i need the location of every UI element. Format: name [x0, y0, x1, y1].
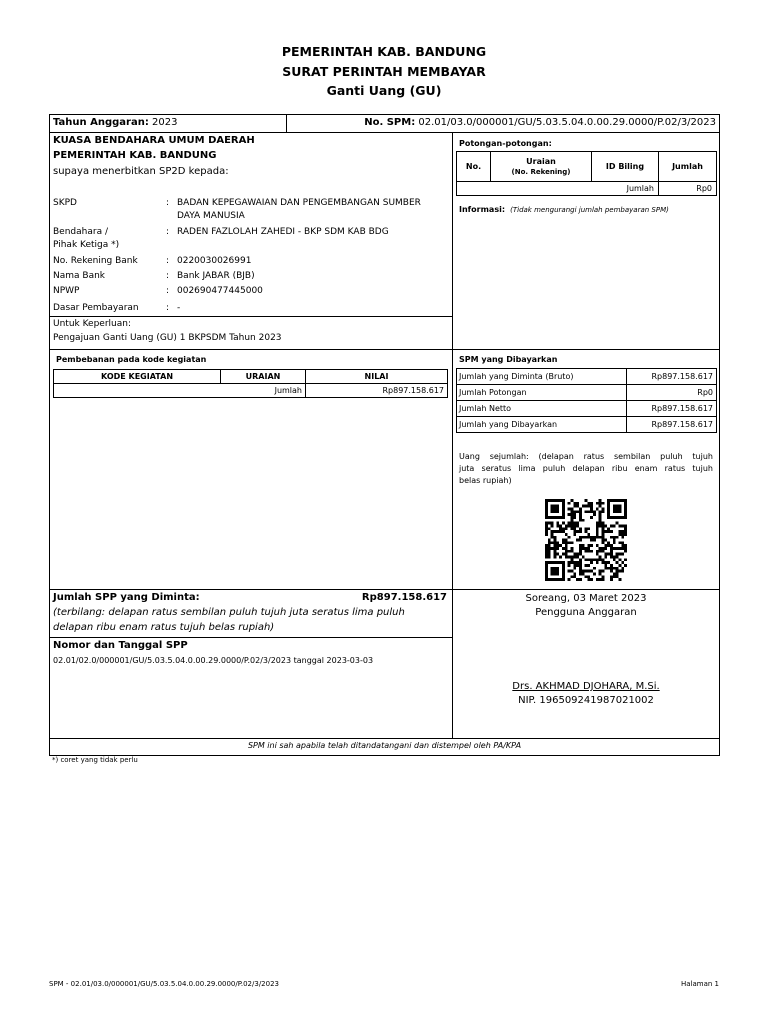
nomor-spp-value: 02.01/02.0/000001/GU/5.03.5.04.0.00.29.0000/P.02/3/2023 tanggal 2023-03-03: [53, 656, 374, 665]
col-uraian: URAIAN: [221, 370, 306, 384]
tahun-label: Tahun Anggaran:: [53, 117, 149, 128]
dibayarkan-value: Rp897.158.617: [627, 401, 717, 417]
field-label-bendahara-2: Pihak Ketiga *): [53, 240, 120, 250]
field-value-rekening: 0220030026991: [177, 256, 252, 266]
field-label-bendahara: Bendahara /: [53, 227, 108, 237]
signature-nip: NIP. 196509241987021002: [518, 695, 654, 706]
field-sep: :: [166, 227, 170, 237]
header-line-3: Ganti Uang (GU): [326, 83, 442, 98]
col-uraian-sub: (No. Rekening): [511, 167, 571, 176]
col-nilai: NILAI: [306, 370, 448, 384]
tahun-value: 2023: [152, 117, 178, 128]
field-value-bank: Bank JABAR (BJB): [177, 271, 255, 281]
dibayarkan-label: Jumlah Netto: [457, 401, 627, 417]
footnote: *) coret yang tidak perlu: [52, 756, 138, 764]
field-value-skpd: BADAN KEPEGAWAIAN DAN PENGEMBANGAN SUMBER: [177, 198, 421, 208]
col-jumlah: Jumlah: [659, 152, 717, 182]
potongan-total-value: Rp0: [659, 182, 717, 196]
qr-code: [543, 499, 629, 581]
uang-sejumlah-line-2: juta seratus lima puluh delapan ribu enam ratus tujuh: [459, 464, 713, 473]
uang-sejumlah-line-1: Uang sejumlah: (delapan ratus sembilan puluh tujuh: [459, 452, 713, 461]
tahun-anggaran: [53, 117, 177, 128]
divider: [49, 316, 452, 317]
kuasa-line-1: KUASA BENDAHARA UMUM DAERAH: [53, 135, 255, 146]
keperluan-label: Untuk Keperluan:: [53, 319, 131, 329]
field-label-skpd: SKPD: [53, 198, 77, 208]
potongan-total-row: [457, 182, 717, 196]
field-value-dasar: -: [177, 303, 181, 313]
footer-page-number: Halaman 1: [680, 980, 719, 988]
validity-note: SPM ini sah apabila telah ditandatangani dan distempel oleh PA/KPA: [247, 741, 522, 750]
pembebanan-title: Pembebanan pada kode kegiatan: [56, 355, 207, 364]
potongan-header-row: [457, 152, 717, 182]
divider: [49, 132, 720, 133]
table-row: [457, 417, 717, 433]
nomor-spp-label: Nomor dan Tanggal SPP: [53, 640, 188, 651]
info-note: (Tidak mengurangi jumlah pembayaran SPM): [510, 206, 669, 214]
pembebanan-header-row: [54, 370, 448, 384]
spp-label: Jumlah SPP yang Diminta:: [53, 592, 200, 603]
potongan-table: [456, 151, 717, 196]
pembebanan-total-value: Rp897.158.617: [306, 384, 448, 398]
pembebanan-table: [53, 369, 448, 398]
keperluan-value: Pengajuan Ganti Uang (GU) 1 BKPSDM Tahun 2023: [53, 333, 282, 343]
signature-role: Pengguna Anggaran: [535, 607, 637, 618]
divider: [49, 589, 720, 590]
header-line-1: PEMERINTAH KAB. BANDUNG: [281, 44, 487, 59]
field-value-npwp: 002690477445000: [177, 286, 263, 296]
col-kode: KODE KEGIATAN: [54, 370, 221, 384]
info-label: Informasi:: [459, 205, 506, 214]
pembebanan-total-label: Jumlah: [54, 384, 306, 398]
dibayarkan-table: [456, 368, 717, 433]
spp-value: Rp897.158.617: [361, 592, 447, 603]
dibayarkan-value: Rp897.158.617: [627, 417, 717, 433]
field-label-dasar: Dasar Pembayaran: [53, 303, 139, 313]
col-idbiling: ID Biling: [592, 152, 659, 182]
supaya-text: supaya menerbitkan SP2D kepada:: [53, 166, 229, 177]
col-no: No.: [457, 152, 491, 182]
col-uraian: [491, 152, 592, 182]
potongan-total-label: Jumlah: [457, 182, 659, 196]
header-line-2: SURAT PERINTAH MEMBAYAR: [282, 64, 486, 79]
col-uraian-label: Uraian: [526, 156, 556, 166]
field-value-bendahara: RADEN FAZLOLAH ZAHEDI - BKP SDM KAB BDG: [177, 227, 389, 237]
no-spm: [364, 117, 716, 128]
spm-value: 02.01/03.0/000001/GU/5.03.5.04.0.00.29.0000/P.02/3/2023: [418, 117, 716, 128]
dibayarkan-label: Jumlah yang Diminta (Bruto): [457, 369, 627, 385]
field-sep: :: [166, 256, 170, 266]
spp-terbilang-line-1: (terbilang: delapan ratus sembilan puluh tujuh juta seratus lima puluh: [53, 607, 405, 618]
dibayarkan-title: SPM yang Dibayarkan: [459, 355, 558, 364]
divider: [49, 738, 720, 739]
kuasa-line-2: PEMERINTAH KAB. BANDUNG: [53, 150, 217, 161]
field-value-skpd-2: DAYA MANUSIA: [177, 211, 245, 221]
table-row: [457, 401, 717, 417]
potongan-title: Potongan-potongan:: [459, 139, 552, 148]
divider: [49, 637, 452, 638]
field-label-bank: Nama Bank: [53, 271, 105, 281]
pembebanan-total-row: [54, 384, 448, 398]
divider: [49, 349, 720, 350]
dibayarkan-value: Rp0: [627, 385, 717, 401]
table-row: [457, 385, 717, 401]
dibayarkan-value: Rp897.158.617: [627, 369, 717, 385]
divider: [286, 114, 287, 132]
spp-terbilang-line-2: delapan ribu enam ratus tujuh belas rupiah): [53, 622, 275, 633]
field-sep: :: [166, 271, 170, 281]
signature-place-date: Soreang, 03 Maret 2023: [525, 593, 647, 604]
table-row: [457, 369, 717, 385]
informasi: [459, 197, 669, 216]
field-label-npwp: NPWP: [53, 286, 80, 296]
footer-doc-ref: SPM - 02.01/03.0/000001/GU/5.03.5.04.0.00.29.0000/P.02/3/2023: [49, 980, 279, 988]
uang-sejumlah-line-3: belas rupiah): [459, 476, 512, 485]
dibayarkan-label: Jumlah Potongan: [457, 385, 627, 401]
field-sep: :: [166, 303, 170, 313]
column-divider: [452, 132, 453, 738]
dibayarkan-label: Jumlah yang Dibayarkan: [457, 417, 627, 433]
field-label-rekening: No. Rekening Bank: [53, 256, 138, 266]
field-sep: :: [166, 198, 170, 208]
spm-label: No. SPM:: [364, 117, 416, 128]
signature-name: Drs. AKHMAD DJOHARA, M.Si.: [512, 681, 660, 692]
field-sep: :: [166, 286, 170, 296]
